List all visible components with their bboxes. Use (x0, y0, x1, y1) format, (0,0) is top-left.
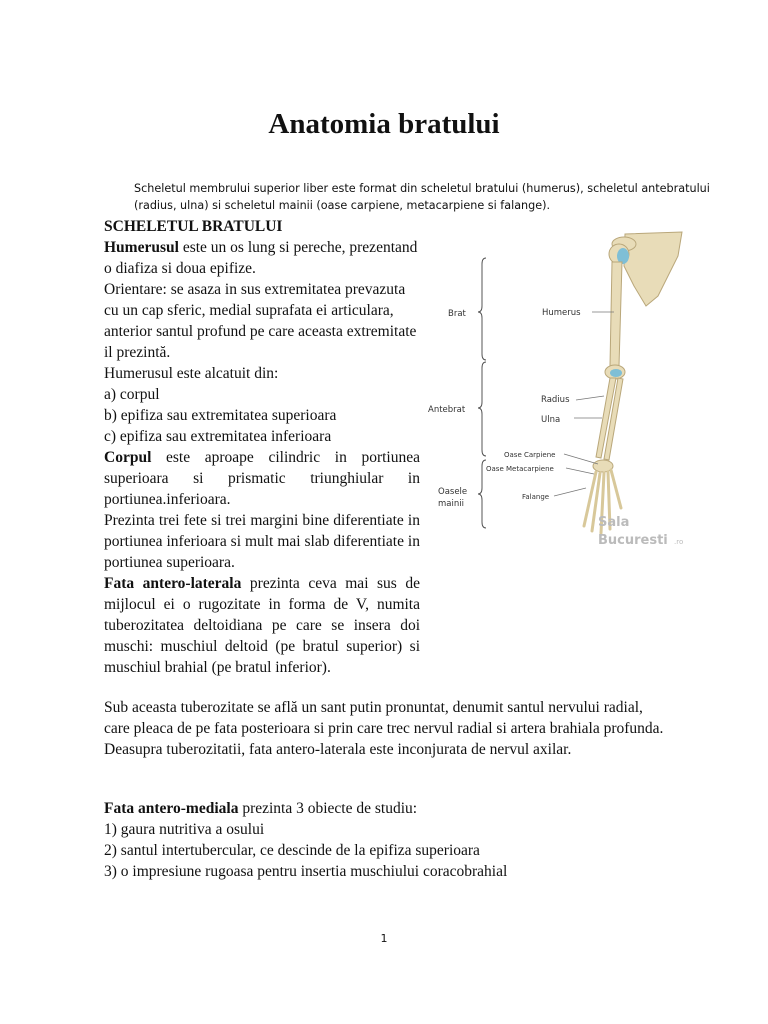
label-brat: Brat (448, 309, 466, 319)
watermark-bucuresti: Bucuresti (598, 533, 668, 548)
list-item: 1) gaura nutritiva a osului (104, 821, 265, 838)
label-radius: Radius (541, 395, 570, 405)
tuberozitate-paragraph: Sub aceasta tuberozitate se află un sant putin pronuntat, denumit santul nervului radial, care pleaca de pe fata posterioara si prin care trec nervul radial si artera brahiala profunda. Deasupra tuberozitatii, fata antero-laterala este inconjurata de nervul axilar. (104, 699, 664, 758)
label-humerus: Humerus (542, 308, 581, 318)
watermark-ro: .ro (674, 538, 684, 546)
corpul-definition: este aproape cilindric in portiunea superioara si prismatic triunghiular in portiunea.inferioara. (104, 449, 420, 508)
page-title: Anatomia bratului (268, 108, 500, 140)
humerus-term: Humerusul (104, 239, 179, 256)
list-item: c) epifiza sau extremitatea inferioara (104, 428, 332, 445)
brat-bracket (478, 258, 486, 360)
label-falange: Falange (522, 493, 550, 501)
page-number: 1 (380, 932, 388, 945)
section-heading: SCHELETUL BRATULUI (104, 218, 283, 235)
list-item: b) epifiza sau extremitatea superioara (104, 407, 337, 424)
humerus-shape (610, 262, 622, 366)
label-antebrat: Antebrat (428, 405, 466, 415)
antero-medial-definition: prezinta 3 obiecte de studiu: (238, 800, 418, 817)
antero-medial-paragraph (104, 798, 664, 819)
arm-skeleton-figure (420, 226, 700, 556)
intro-paragraph: Scheletul membrului superior liber este format din scheletul bratului (humerus), scheletul antebratului (radius, ulna) si scheletul mainii (oase carpiene, metacarpiene si falange). (134, 182, 710, 212)
corpul-paragraph (104, 447, 420, 510)
watermark-sala: Sala (598, 515, 630, 530)
left-column (104, 216, 420, 678)
label-oasele: Oasele (438, 487, 468, 497)
antero-medial-term: Fata antero-mediala (104, 800, 239, 817)
fete-paragraph: Prezinta trei fete si trei margini bine diferentiate in portiunea inferioara si mult mai slab diferentiate in portiunea superioara. (104, 512, 420, 571)
arm-skeleton-illustration (420, 226, 700, 556)
humerus-paragraph (104, 237, 420, 279)
elbow-cartilage-shape (610, 369, 622, 377)
tuberozitate-block (104, 697, 664, 760)
corpul-term: Corpul (104, 449, 152, 466)
label-mainii: mainii (438, 499, 464, 509)
label-oase-carpiene: Oase Carpiene (504, 451, 556, 459)
label-oase-metacarpiene: Oase Metacarpiene (486, 465, 554, 473)
label-ulna: Ulna (541, 415, 561, 425)
humerus-definition: este un os lung si pereche, prezentand o diafiza si doua epifize. (104, 239, 418, 277)
antero-lateral-definition: prezinta ceva mai sus de mijlocul ei o rugozitate in forma de V, numita tuberozitatea deltoidiana pe care se insera doi muschi: muschiul deltoid (pe bratul superior) si muschiul brahial (pe bratul inferior). (104, 575, 420, 676)
orientation-paragraph: Orientare: se asaza in sus extremitatea prevazuta cu un cap sferic, medial suprafata ei articulara, anterior santul profund pe care aceasta extremitate il prezintă. (104, 281, 417, 361)
list-item: 3) o impresiune rugoasa pentru insertia muschiului coracobrahial (104, 863, 508, 880)
antero-medial-block (104, 798, 664, 882)
list-item: a) corpul (104, 386, 160, 403)
antebrat-bracket (478, 362, 486, 456)
antero-lateral-term: Fata antero-laterala (104, 575, 242, 592)
mana-bracket (478, 460, 486, 528)
antero-lateral-paragraph (104, 573, 420, 678)
composition-line: Humerusul este alcatuit din: (104, 365, 279, 382)
list-item: 2) santul intertubercular, ce descinde de la epifiza superioara (104, 842, 480, 859)
